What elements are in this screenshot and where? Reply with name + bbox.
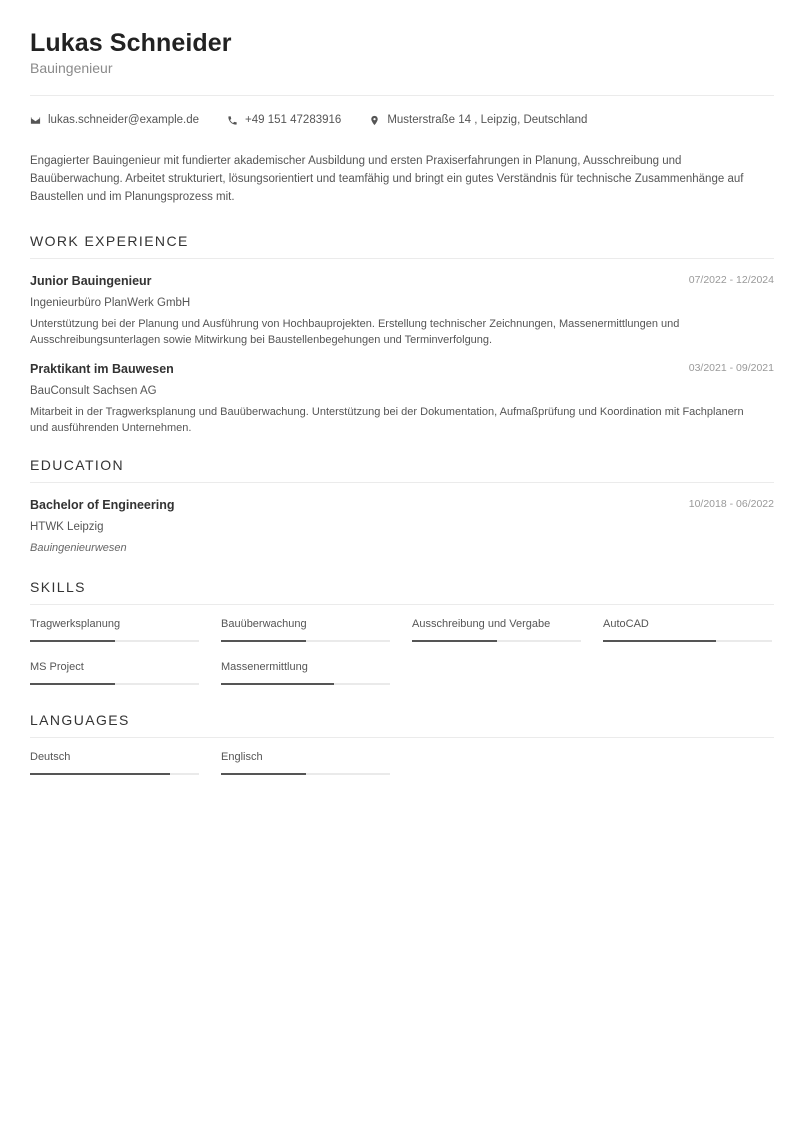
contact-address <box>369 114 587 126</box>
header-divider <box>30 95 774 96</box>
envelope-icon <box>30 115 41 126</box>
degree-title: Bachelor of Engineering <box>30 498 175 512</box>
phone-text: +49 151 47283916 <box>245 114 342 126</box>
skill-name: Ausschreibung und Vergabe <box>412 618 551 630</box>
skill-name: Tragwerksplanung <box>30 618 121 630</box>
job-description: Unterstützung bei der Planung und Ausführung von Hochbauprojekten. Erstellung technischer Zeichnungen, Massenermittlungen und Ausschreibungsunterlagen sowie Mitwirkung bei Baustellenbegehungen und Terminverfolgung. <box>30 318 680 346</box>
education-section-title: EDUCATION <box>30 457 125 473</box>
language-item <box>221 750 390 775</box>
skill-item <box>221 617 390 642</box>
education-entry <box>30 497 774 556</box>
job-title: Praktikant im Bauwesen <box>30 362 174 376</box>
skill-level-bar <box>30 640 199 642</box>
language-level-fill <box>30 773 170 775</box>
work-section-title: WORK EXPERIENCE <box>30 233 189 249</box>
job-dates: 07/2022 - 12/2024 <box>688 274 774 286</box>
education-section-divider <box>30 482 774 483</box>
job-dates: 03/2021 - 09/2021 <box>688 362 774 374</box>
address-text: Musterstraße 14 , Leipzig, Deutschland <box>387 114 588 126</box>
job-company: BauConsult Sachsen AG <box>30 385 157 397</box>
education-dates: 10/2018 - 06/2022 <box>688 498 774 510</box>
language-name: Deutsch <box>30 751 71 763</box>
contact-email[interactable] <box>30 114 199 126</box>
skill-level-bar <box>221 640 390 642</box>
job-description: Mitarbeit in der Tragwerksplanung und Bauüberwachung. Unterstützung bei der Dokumentation, Aufmaßprüfung und Koordination mit Fachplanern und ausführenden Unternehmen. <box>30 406 744 434</box>
work-entry <box>30 361 774 436</box>
skill-level-fill <box>221 683 334 685</box>
skill-level-fill <box>603 640 716 642</box>
phone-icon <box>227 115 238 126</box>
skill-level-fill <box>30 640 115 642</box>
skill-item <box>30 660 199 685</box>
candidate-name: Lukas Schneider <box>30 29 232 57</box>
work-entry <box>30 273 774 348</box>
map-pin-icon <box>369 115 380 126</box>
skill-name: AutoCAD <box>603 618 649 630</box>
skills-section-title: SKILLS <box>30 579 86 595</box>
skill-level-fill <box>221 640 306 642</box>
field-of-study: Bauingenieurwesen <box>30 542 127 554</box>
job-company: Ingenieurbüro PlanWerk GmbH <box>30 297 191 309</box>
language-name: Englisch <box>221 751 263 763</box>
email-text: lukas.schneider@example.de <box>48 114 200 126</box>
skill-name: MS Project <box>30 661 84 673</box>
skill-level-fill <box>412 640 497 642</box>
skill-level-fill <box>30 683 115 685</box>
skills-section-divider <box>30 604 774 605</box>
language-level-bar <box>221 773 390 775</box>
languages-section-title: LANGUAGES <box>30 712 130 728</box>
skill-item <box>221 660 390 685</box>
contact-bar <box>30 112 774 128</box>
school-name: HTWK Leipzig <box>30 521 104 533</box>
skill-name: Massenermittlung <box>221 661 308 673</box>
skill-level-bar <box>30 683 199 685</box>
skill-item <box>603 617 772 642</box>
skill-level-bar <box>221 683 390 685</box>
skill-item <box>30 617 199 642</box>
languages-grid <box>30 750 774 775</box>
skill-name: Bauüberwachung <box>221 618 307 630</box>
language-level-fill <box>221 773 306 775</box>
languages-section-divider <box>30 737 774 738</box>
language-level-bar <box>30 773 199 775</box>
contact-phone[interactable] <box>227 114 341 126</box>
profile-summary: Engagierter Bauingenieur mit fundierter akademischer Ausbildung und ersten Praxiserfahrungen in Planung, Ausschreibung und Bauüberwachung. Arbeitet strukturiert, lösungsorientiert und teamfähig und bringt ein gutes Verständnis für technische Zusammenhänge auf Baustellen und im Planungsprozess mit. <box>30 155 744 203</box>
job-title: Junior Bauingenieur <box>30 274 152 288</box>
skill-level-bar <box>603 640 772 642</box>
skill-item <box>412 617 581 642</box>
skill-level-bar <box>412 640 581 642</box>
language-item <box>30 750 199 775</box>
candidate-role: Bauingenieur <box>30 60 113 76</box>
skills-grid <box>30 617 774 685</box>
work-section-divider <box>30 258 774 259</box>
